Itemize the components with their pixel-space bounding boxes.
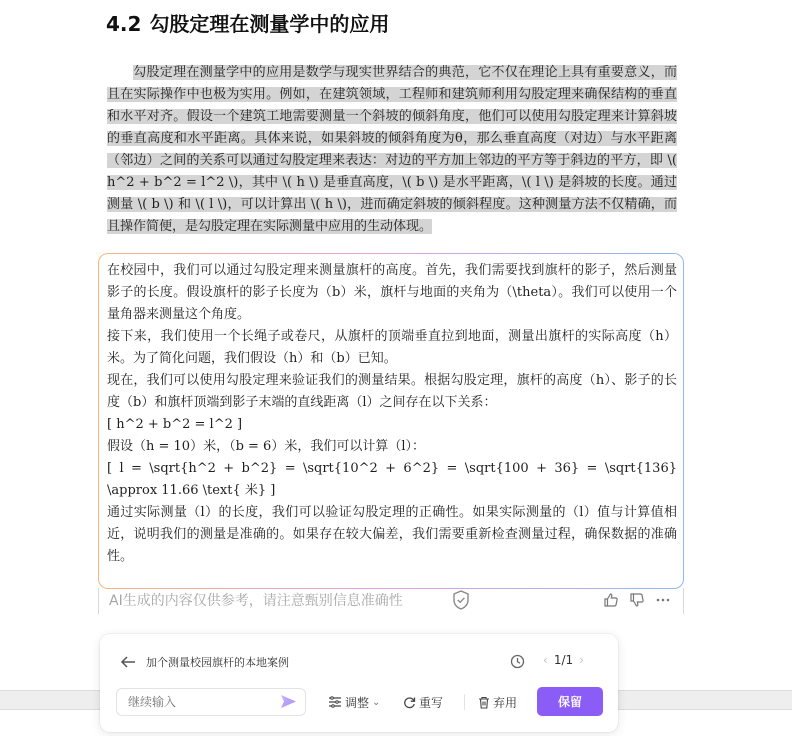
refresh-icon [403, 696, 416, 709]
panel-header [100, 634, 618, 684]
divider [464, 694, 465, 710]
rewrite-button[interactable] [403, 692, 443, 712]
send-icon[interactable] [280, 694, 297, 713]
section-number: 4.2 [106, 12, 142, 36]
keep-button[interactable]: 保留 [537, 687, 603, 716]
task-title: 加个测量校园旗杆的本地案例 [146, 656, 289, 669]
discard-button[interactable] [478, 692, 517, 712]
adjust-button[interactable] [328, 692, 380, 712]
more-icon[interactable] [655, 592, 671, 608]
generated-paragraph: 假设（h = 10）米，（b = 6）米，我们可以计算（l）： [107, 439, 425, 454]
adjust-label: 调整 [345, 695, 370, 710]
generated-paragraph: 现在，我们可以使用勾股定理来验证我们的测量结果。根据勾股定理，旗杆的高度（h）、影子的长度（b）和旗杆顶端到影子末端的直线距离（l）之间存在以下关系： [107, 373, 677, 410]
adjust-icon [328, 696, 342, 708]
continue-input[interactable] [116, 688, 306, 716]
selected-text: 勾股定理在测量学中的应用是数学与现实世界结合的典范，它不仅在理论上具有重要意义，而且在实际操作中也极为实用。例如，在建筑领域，工程师和建筑师利用勾股定理来确保结构的垂直和水平对齐。假设一个建筑工地需要测量一个斜坡的倾斜角度，他们可以使用勾股定理来计算斜坡的垂直高度和水平距离。具体来说，如果斜坡的倾斜角度为θ，那么垂直高度（对边）与水平距离（邻边）之间的关系可以通过勾股定理来表达：对边的平方加上邻边的平方等于斜边的平方，即 \( h^2 + b^2 = l^2 \)，其中 \( h \) 是垂直高度，\( b \) 是水平距离，\( l \) 是斜坡的长度。通过测量 \( b \) 和 \( l \)，可以计算出 \( h \)，进而确定斜坡的倾斜程度。这种测量方法不仅精确，而且操作简便，是勾股定理在实际测量中应用的生动体现。 [107, 65, 677, 234]
trash-icon [478, 696, 490, 709]
ai-disclaimer: AI生成的内容仅供参考，请注意甄别信息准确性 [109, 593, 403, 609]
generated-paragraph: 在校园中，我们可以通过勾股定理来测量旗杆的高度。首先，我们需要找到旗杆的影子，然后测量影子的长度。假设旗杆的影子长度为（b）米，旗杆与地面的夹角为（\theta）。我们可以使用一个量角器来测量这个角度。 [107, 263, 677, 322]
disclaimer-row [98, 588, 684, 614]
generated-paragraph: 通过实际测量（l）的长度，我们可以验证勾股定理的正确性。如果实际测量的（l）值与计算值相近，说明我们的测量是准确的。如果存在较大偏差，我们需要重新检查测量过程，确保数据的准确性。 [107, 505, 677, 564]
section-heading [106, 8, 389, 37]
version-pager [543, 653, 584, 667]
section-title: 勾股定理在测量学中的应用 [149, 12, 390, 36]
generated-formula: [ l = \sqrt{h^2 + b^2} = \sqrt{10^2 + 6^2} = \sqrt{100 + 36} = \sqrt{136} \approx 11.66 \text{ 米} ] [107, 461, 677, 498]
discard-label: 弃用 [493, 695, 518, 710]
shield-check-icon[interactable] [451, 589, 471, 615]
generated-content [107, 260, 677, 568]
next-version-icon[interactable]: › [579, 653, 584, 667]
generated-paragraph: 接下来，我们使用一个长绳子或卷尺，从旗杆的顶端垂直拉到地面，测量出旗杆的实际高度（h）米。为了简化问题，我们假设（h）和（b）已知。 [107, 329, 677, 366]
ai-generated-card [98, 253, 684, 589]
history-clock-icon[interactable] [510, 654, 525, 673]
prev-version-icon[interactable]: ‹ [543, 653, 548, 667]
feedback-actions [603, 592, 671, 608]
back-arrow-icon[interactable] [120, 654, 136, 673]
ai-edit-panel [100, 634, 618, 732]
rewrite-label: 重写 [419, 695, 444, 710]
original-paragraph[interactable] [107, 62, 677, 238]
thumbs-up-icon[interactable] [603, 592, 619, 608]
version-count: 1/1 [553, 653, 574, 667]
generated-formula: [ h^2 + b^2 = l^2 ] [107, 417, 243, 432]
chevron-down-icon: ⌄ [372, 696, 381, 708]
thumbs-down-icon[interactable] [629, 592, 645, 608]
